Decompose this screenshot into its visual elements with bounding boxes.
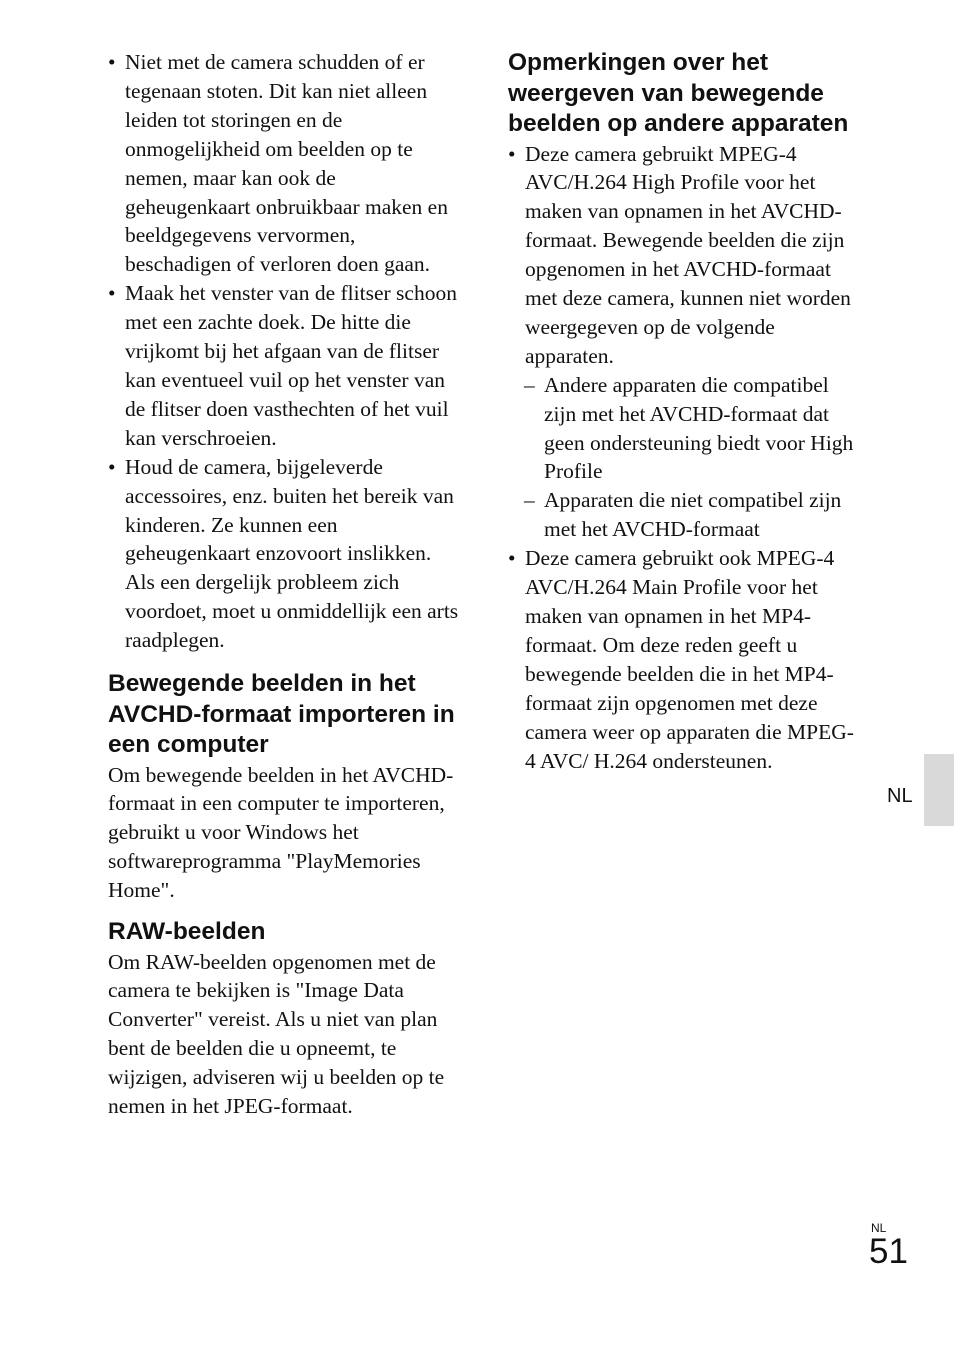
playback-notes-list — [508, 140, 860, 776]
avchd-import-heading: Bewegende beelden in het AVCHD-formaat importeren in een computer — [108, 670, 455, 759]
list-item-text: Deze camera gebruikt MPEG-4 AVC/H.264 High Profile voor het maken van opnamen in het AVCHD-formaat. Bewegende beelden die zijn opgenomen in het AVCHD-formaat met deze camera, kunnen niet worden weergegeven op de volgende apparaten. — [525, 141, 851, 368]
footer-language: NL — [871, 1221, 887, 1235]
list-item — [508, 140, 860, 545]
page-number: 51 — [869, 1232, 908, 1271]
side-tab — [924, 754, 954, 826]
list-item: • Maak het venster van de flitser schoon met een zachte doek. De hitte die vrijkomt bij het afgaan van de flitser kan eventueel vuil op het venster van de flitser doen vasthechten of het vuil kan verschroeien. — [108, 279, 462, 452]
sub-list-item: – Apparaten die niet compatibel zijn met het AVCHD-formaat — [508, 486, 860, 544]
list-item: • Niet met de camera schudden of er tegenaan stoten. Dit kan niet alleen leiden tot storingen en de onmogelijkheid om beelden op te nemen, maar kan ook de geheugenkaart onbruikbaar maken en beeldgegevens vervormen, beschadigen of verloren doen gaan. — [108, 48, 462, 279]
side-tab-label: NL — [887, 785, 913, 807]
playback-notes-heading: Opmerkingen over het weergeven van bewegende beelden op andere apparaten — [508, 49, 849, 137]
precaution-list — [108, 48, 462, 655]
avchd-import-text: Om bewegende beelden in het AVCHD-formaat in een computer te importeren, gebruikt u voor Windows het softwareprogramma "PlayMemories Home". — [108, 762, 454, 903]
list-item: • Deze camera gebruikt ook MPEG-4 AVC/H.264 Main Profile voor het maken van opnamen in het MP4-formaat. Om deze reden geeft u bewegende beelden die in het MP4-formaat zijn opgenomen met deze camera weer op apparaten die MPEG-4 AVC/ H.264 ondersteunen. — [508, 544, 860, 775]
left-column — [108, 48, 462, 1121]
sub-list — [508, 371, 860, 544]
sub-list-item: – Andere apparaten die compatibel zijn met het AVCHD-formaat dat geen ondersteuning biedt voor High Profile — [508, 371, 860, 487]
raw-text: Om RAW-beelden opgenomen met de camera te bekijken is "Image Data Converter" vereist. Als u niet van plan bent de beelden die u opneemt, te wijzigen, adviseren wij u beelden op te nemen in het JPEG-formaat. — [108, 949, 445, 1119]
list-item: • Houd de camera, bijgeleverde accessoires, enz. buiten het bereik van kinderen. Ze kunnen een geheugenkaart enzovoort inslikken. Als een dergelijk probleem zich voordoet, moet u onmiddellijk een arts raadplegen. — [108, 453, 462, 655]
raw-heading: RAW-beelden — [108, 918, 266, 946]
right-column — [508, 48, 860, 775]
